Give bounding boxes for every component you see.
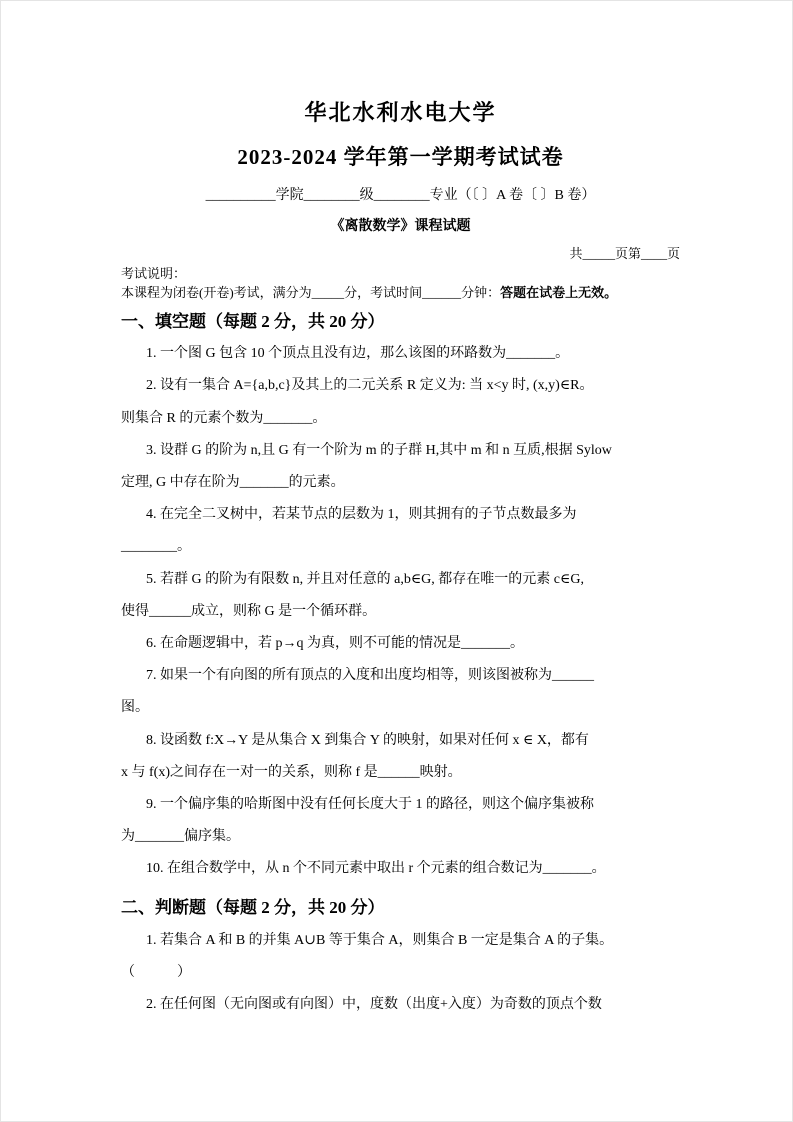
exam-instructions-label: 考试说明： bbox=[121, 266, 187, 282]
question-line: 3. 设群 G 的阶为 n,且 G 有一个阶为 m 的子群 H,其中 m 和 n 互质,根据 Sylow bbox=[146, 442, 612, 458]
section2-title: 二、判断题（每题 2 分，共 20 分） bbox=[121, 898, 385, 918]
section2-questions bbox=[121, 925, 680, 1022]
invalid-answer-note: 答题在试卷上无效。 bbox=[500, 284, 618, 300]
question-line: 10. 在组合数学中，从 n 个不同元素中取出 r 个元素的组合数记为_______。 bbox=[146, 861, 606, 877]
question bbox=[121, 370, 680, 434]
university-title: 华北水利水电大学 bbox=[304, 100, 497, 125]
question-line: 图。 bbox=[121, 700, 149, 716]
question bbox=[121, 660, 680, 724]
question-line: 6. 在命题逻辑中，若 p→q 为真，则不可能的情况是_______。 bbox=[146, 635, 524, 651]
question-line: 4. 在完全二叉树中，若某节点的层数为 1，则其拥有的子节点数最多为 bbox=[146, 507, 577, 523]
question-line: x 与 f(x)之间存在一对一的关系，则称 f 是______映射。 bbox=[121, 764, 462, 780]
question-line: 5. 若群 G 的阶为有限数 n, 并且对任意的 a,b∈G, 都存在唯一的元素 c∈G, bbox=[146, 571, 584, 587]
question-line: 1. 若集合 A 和 B 的并集 A∪B 等于集合 A，则集合 B 一定是集合 A 的子集。 bbox=[146, 932, 614, 948]
question-line: 使得______成立，则称 G 是一个循环群。 bbox=[121, 603, 377, 619]
question bbox=[121, 435, 680, 499]
question bbox=[121, 853, 680, 885]
question-line: 1. 一个图 G 包含 10 个顶点且没有边，那么该图的环路数为_______。 bbox=[146, 346, 570, 362]
question-line: 为_______偏序集。 bbox=[121, 829, 240, 845]
question-line: 则集合 R 的元素个数为_______。 bbox=[121, 410, 327, 426]
student-info-line: __________学院________级________专业（〔 〕A 卷〔 〕B 卷） bbox=[205, 187, 596, 203]
exam-title: 2023-2024 学年第一学期考试试卷 bbox=[237, 144, 564, 169]
question-line: 2. 在任何图（无向图或有向图）中，度数（出度+入度）为奇数的顶点个数 bbox=[146, 997, 602, 1013]
question bbox=[121, 564, 680, 628]
question-line: （ ） bbox=[121, 965, 191, 981]
exam-instructions-text bbox=[121, 284, 680, 303]
question bbox=[121, 989, 680, 1021]
question bbox=[121, 499, 680, 563]
question-line: 7. 如果一个有向图的所有顶点的入度和出度均相等，则该图被称为______ bbox=[146, 668, 594, 684]
question-line: ________。 bbox=[121, 539, 191, 555]
page-count: 共_____页第____页 bbox=[569, 245, 680, 261]
question-line: 8. 设函数 f:X→Y 是从集合 X 到集合 Y 的映射，如果对任何 x ∈ X，都有 bbox=[146, 732, 589, 748]
section1-questions bbox=[121, 338, 680, 885]
exam-instructions-body: 本课程为闭卷(开卷)考试，满分为_____分，考试时间______分钟： bbox=[121, 284, 501, 300]
course-title: 《离散数学》课程试题 bbox=[330, 218, 471, 234]
section1-title: 一、填空题（每题 2 分，共 20 分） bbox=[121, 311, 385, 331]
question bbox=[121, 789, 680, 853]
question-line: 9. 一个偏序集的哈斯图中没有任何长度大于 1 的路径，则这个偏序集被称 bbox=[146, 796, 594, 812]
question bbox=[121, 725, 680, 789]
question-line: 2. 设有一集合 A={a,b,c}及其上的二元关系 R 定义为: 当 x<y 时, (x,y)∈R。 bbox=[146, 378, 594, 394]
question bbox=[121, 925, 680, 989]
question-line: 定理, G 中存在阶为_______的元素。 bbox=[121, 475, 345, 491]
question bbox=[121, 628, 680, 660]
question bbox=[121, 338, 680, 370]
